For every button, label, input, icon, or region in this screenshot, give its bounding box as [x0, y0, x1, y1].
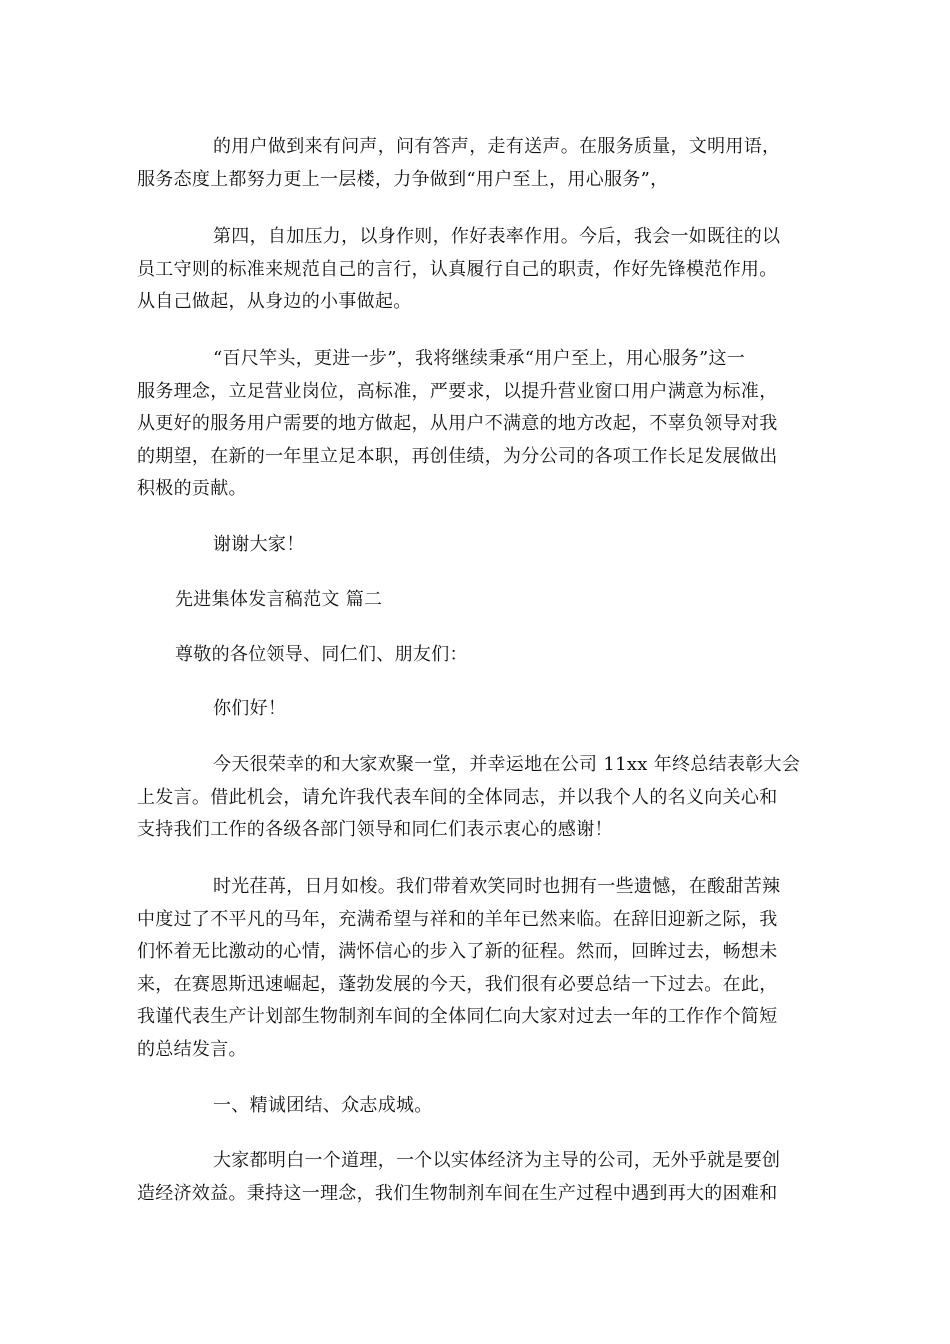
text-line: 员工守则的标准来规范自己的言行，认真履行自己的职责，作好先锋模范作用。: [137, 258, 778, 280]
text-line: 的用户做到来有问声，问有答声，走有送声。在服务质量，文明用语，: [213, 136, 781, 157]
text-line: 从自己做起，从身边的小事做起。: [137, 291, 412, 312]
closing-thanks: 谢谢大家！: [213, 534, 305, 555]
text-line: 支持我们工作的各级各部门领导和同仁们表示衷心的感谢！: [137, 819, 613, 840]
text-line: 积极的贡献。: [137, 478, 247, 499]
text-line: 上发言。借此机会，请允许我代表车间的全体同志，并以我个人的名义向关心和: [137, 786, 778, 808]
paragraph-year-review: [137, 871, 817, 1066]
paragraph-service-quality: [137, 131, 817, 196]
text-line: 们怀着无比激动的心情，满怀信心的步入了新的征程。然而，回眸过去，畅想未: [137, 941, 778, 962]
text-line: 服务态度上都努力更上一层楼，力争做到“用户至上，用心服务”，: [137, 168, 669, 190]
greeting: 你们好！: [213, 698, 287, 719]
text-line: 的总结发言。: [137, 1038, 247, 1060]
text-line: 今天很荣幸的和大家欢聚一堂，并幸运地在公司 11xx 年终总结表彰大会: [213, 754, 801, 775]
text-line: 造经济效益。秉持这一理念，我们生物制剂车间在生产过程中遇到再大的困难和: [137, 1182, 778, 1204]
text-line: 从更好的服务用户需要的地方做起，从用户不满意的地方改起，不辜负领导对我: [137, 413, 778, 434]
text-line: 服务理念，立足营业岗位，高标准，严要求，以提升营业窗口用户满意为标准，: [137, 380, 778, 402]
paragraph-commitment: [137, 343, 817, 506]
salutation: 尊敬的各位领导、同仁们、朋友们：: [175, 644, 468, 665]
text-line: 中度过了不平凡的马年，充满希望与祥和的羊年已然来临。在辞旧迎新之际，我: [137, 908, 778, 930]
section-title: 先进集体发言稿范文 篇二: [175, 589, 383, 610]
paragraph-opening: [137, 749, 817, 847]
paragraph-fourth-point: [137, 221, 817, 319]
text-line: 来，在赛恩斯迅速崛起，蓬勃发展的今天，我们很有必要总结一下过去。在此，: [137, 973, 778, 995]
text-line: 的期望，在新的一年里立足本职，再创佳绩，为分公司的各项工作长足发展做出: [137, 445, 778, 467]
text-line: 我谨代表生产计划部生物制剂车间的全体同仁向大家对过去一年的工作作个简短: [137, 1006, 778, 1027]
paragraph-economic-benefit: [137, 1145, 817, 1210]
text-line: 第四，自加压力，以身作则，作好表率作用。今后，我会一如既往的以: [213, 226, 781, 247]
text-line: 时光荏苒，日月如梭。我们带着欢笑同时也拥有一些遗憾，在酸甜苦辣: [213, 876, 781, 897]
text-line: 大家都明白一个道理，一个以实体经济为主导的公司，无外乎就是要创: [213, 1150, 781, 1171]
text-line: “百尺竿头，更进一步”，我将继续秉承“用户至上，用心服务”这一: [213, 348, 746, 369]
subheading-unity: 一、精诚团结、众志成城。: [213, 1095, 433, 1116]
